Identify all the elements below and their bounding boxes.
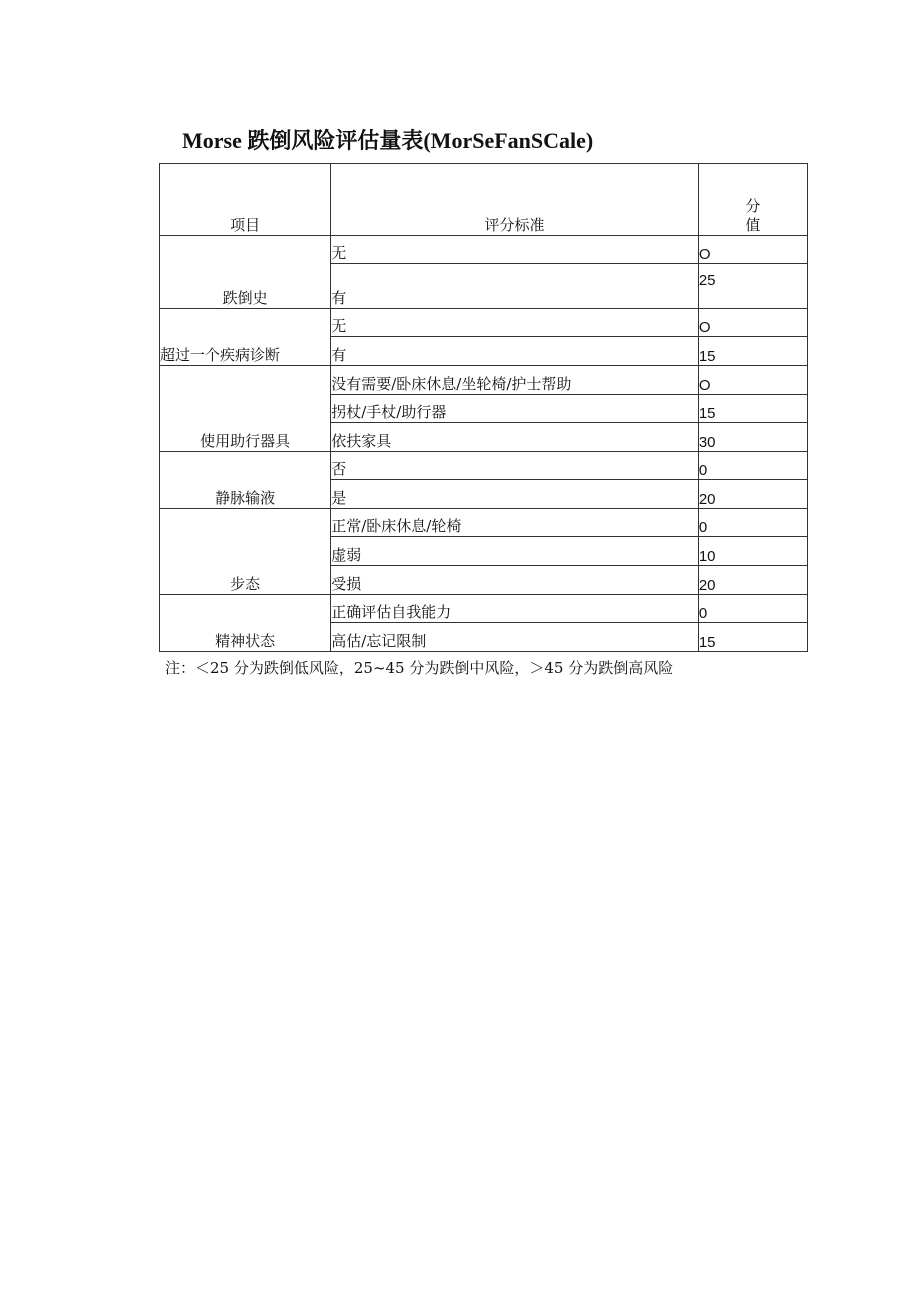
- score-cell: O: [698, 309, 807, 337]
- criteria-cell: 是: [331, 480, 699, 509]
- table-row: [160, 452, 808, 480]
- table-row: [160, 236, 808, 264]
- criteria-cell: 没有需要/卧床休息/坐轮椅/护士帮助: [331, 366, 699, 395]
- score-cell: 25: [698, 264, 807, 309]
- criteria-cell: 依扶家具: [331, 423, 699, 452]
- score-cell: 15: [698, 623, 807, 652]
- criteria-cell: 虚弱: [331, 537, 699, 566]
- score-cell: 30: [698, 423, 807, 452]
- criteria-cell: 拐杖/手杖/助行器: [331, 395, 699, 423]
- criteria-cell: 正确评估自我能力: [331, 595, 699, 623]
- header-item: 项目: [160, 164, 331, 236]
- header-score: 分 值: [698, 164, 807, 236]
- item-gait: 步态: [160, 509, 331, 595]
- criteria-cell: 受损: [331, 566, 699, 595]
- item-iv-therapy: 静脉输液: [160, 452, 331, 509]
- page-title: Morse 跌倒风险评估量表(MorSeFanSCale): [182, 128, 594, 153]
- score-cell: 15: [698, 395, 807, 423]
- criteria-cell: 无: [331, 309, 699, 337]
- criteria-cell: 正常/卧床休息/轮椅: [331, 509, 699, 537]
- score-cell: 0: [698, 452, 807, 480]
- table-row: [160, 509, 808, 537]
- score-cell: 0: [698, 595, 807, 623]
- criteria-cell: 无: [331, 236, 699, 264]
- table-row: [160, 366, 808, 395]
- score-cell: 15: [698, 337, 807, 366]
- morse-scale-table: [159, 163, 808, 652]
- table-row: [160, 595, 808, 623]
- criteria-cell: 高估/忘记限制: [331, 623, 699, 652]
- table-row: [160, 309, 808, 337]
- criteria-cell: 有: [331, 337, 699, 366]
- score-cell: O: [698, 366, 807, 395]
- footnote: 注：＜25 分为跌倒低风险，25~45 分为跌倒中风险，＞45 分为跌倒高风险: [165, 659, 674, 677]
- score-cell: 0: [698, 509, 807, 537]
- criteria-cell: 有: [331, 264, 699, 309]
- criteria-cell: 否: [331, 452, 699, 480]
- header-criteria: 评分标准: [331, 164, 699, 236]
- score-cell: O: [698, 236, 807, 264]
- item-fall-history: 跌倒史: [160, 236, 331, 309]
- item-ambulatory-aid: 使用助行器具: [160, 366, 331, 452]
- table-header-row: [160, 164, 808, 236]
- score-cell: 20: [698, 566, 807, 595]
- item-mental-status: 精神状态: [160, 595, 331, 652]
- score-cell: 20: [698, 480, 807, 509]
- score-cell: 10: [698, 537, 807, 566]
- item-secondary-diagnosis: 超过一个疾病诊断: [160, 309, 331, 366]
